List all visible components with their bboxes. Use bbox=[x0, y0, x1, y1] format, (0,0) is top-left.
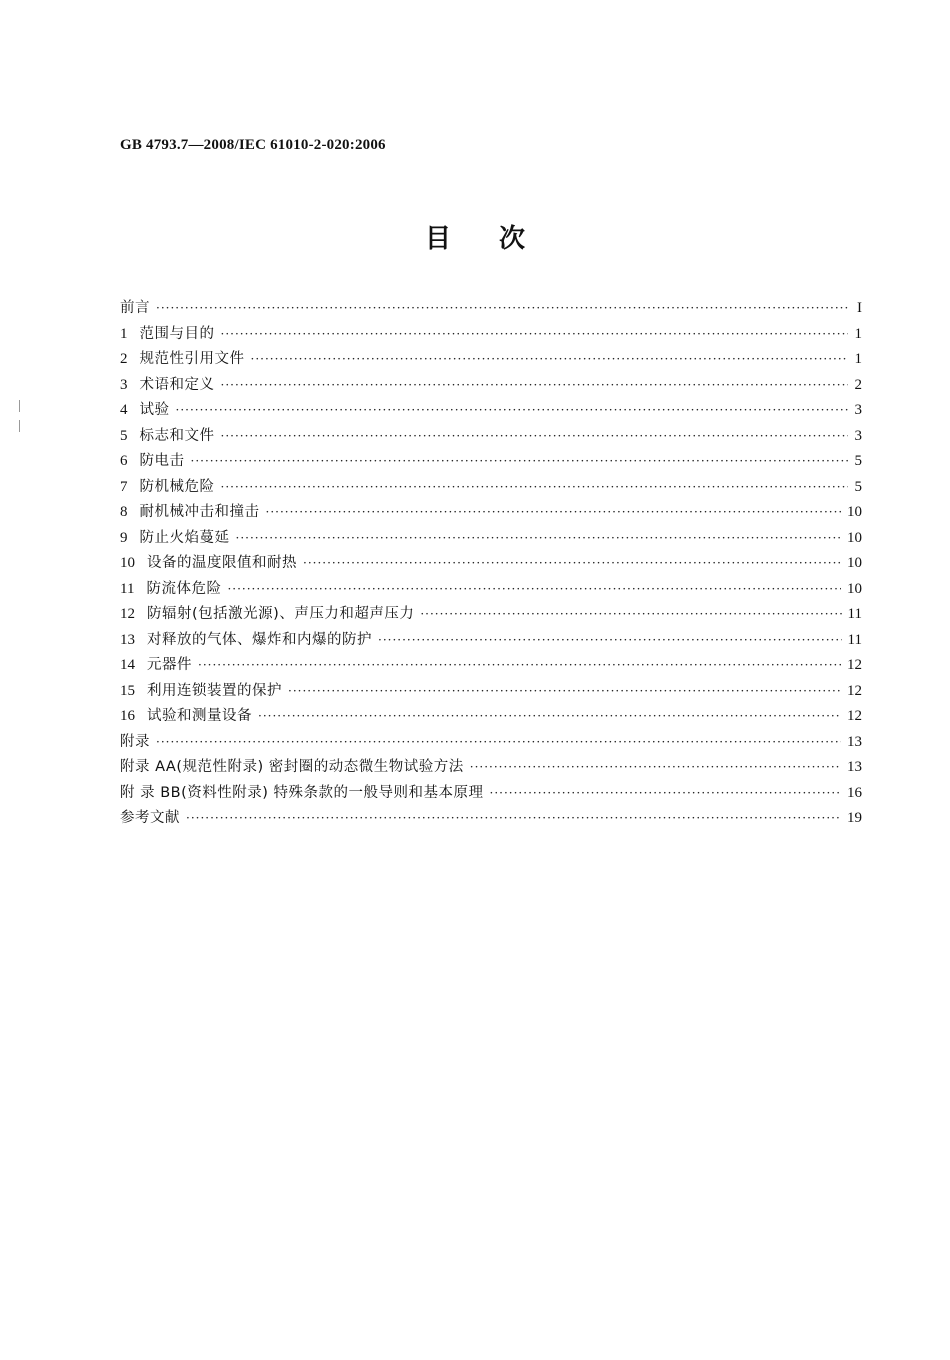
toc-entry[interactable] bbox=[120, 628, 862, 654]
toc-entry[interactable] bbox=[120, 755, 862, 781]
toc-entry-label: 防流体危险 bbox=[146, 580, 222, 597]
toc-entry-number: 2 bbox=[120, 351, 128, 367]
toc-entry-number: 9 bbox=[120, 529, 128, 546]
toc-dot-leader bbox=[251, 347, 849, 373]
toc-entry-label: 耐机械冲击和撞击 bbox=[139, 504, 260, 520]
toc-entry[interactable] bbox=[120, 551, 862, 577]
toc-entry-label: 设备的温度限值和耐热 bbox=[147, 555, 297, 571]
toc-dot-leader bbox=[490, 781, 841, 807]
toc-entry-label: 规范性引用文件 bbox=[139, 351, 245, 367]
toc-entry[interactable] bbox=[120, 398, 862, 424]
toc-entry[interactable] bbox=[120, 347, 862, 373]
toc-entry-number: 11 bbox=[120, 580, 135, 597]
page-title: 目次 bbox=[424, 224, 573, 254]
toc-entry-label: 参考文献 bbox=[120, 810, 180, 826]
toc-entry-number: 12 bbox=[120, 606, 135, 622]
toc-entry-label: 元器件 bbox=[147, 657, 192, 673]
toc-entry-number: 5 bbox=[120, 427, 128, 444]
toc-entry-page: 2 bbox=[854, 376, 862, 393]
toc-dot-leader bbox=[288, 679, 841, 705]
toc-entry-page: 10 bbox=[847, 555, 862, 571]
toc-dot-leader bbox=[198, 653, 841, 679]
toc-entry-page: 12 bbox=[847, 657, 862, 673]
toc-dot-leader bbox=[221, 322, 849, 348]
toc-dot-leader bbox=[420, 602, 841, 628]
toc-dot-leader bbox=[156, 296, 848, 322]
toc-dot-leader bbox=[303, 551, 841, 577]
toc-entry-label: 前言 bbox=[120, 300, 150, 316]
toc-dot-leader bbox=[227, 577, 841, 603]
toc-entry-label: 范围与目的 bbox=[139, 325, 215, 342]
toc-dot-leader bbox=[176, 398, 849, 424]
toc-entry-label: 附录 AA(规范性附录) 密封圈的动态微生物试验方法 bbox=[120, 759, 464, 775]
toc-entry[interactable] bbox=[120, 653, 862, 679]
toc-entry[interactable] bbox=[120, 781, 862, 807]
toc-entry-page: 3 bbox=[854, 427, 862, 444]
toc-entry-page: 12 bbox=[847, 708, 862, 724]
toc-entry[interactable] bbox=[120, 730, 862, 756]
toc-entry-label: 试验和测量设备 bbox=[147, 708, 252, 724]
toc-entry-page: 13 bbox=[847, 733, 862, 750]
toc-dot-leader bbox=[236, 526, 842, 552]
standard-code-header: GB 4793.7—2008/IEC 61010-2-020:2006 bbox=[120, 137, 386, 153]
toc-entry[interactable] bbox=[120, 475, 862, 501]
toc-entry[interactable] bbox=[120, 449, 862, 475]
toc-entry[interactable] bbox=[120, 526, 862, 552]
toc-entry-number: 8 bbox=[120, 504, 128, 520]
toc-entry-number: 6 bbox=[120, 453, 128, 469]
toc-entry-page: 19 bbox=[847, 810, 862, 826]
toc-dot-leader bbox=[186, 806, 841, 832]
toc-entry-number: 1 bbox=[120, 325, 128, 342]
toc-entry[interactable] bbox=[120, 296, 862, 322]
toc-entry-page: 3 bbox=[854, 402, 862, 418]
toc-entry[interactable] bbox=[120, 500, 862, 526]
toc-entry[interactable] bbox=[120, 322, 862, 348]
toc-entry[interactable] bbox=[120, 373, 862, 399]
table-of-contents bbox=[120, 296, 862, 832]
toc-entry-page: 1 bbox=[854, 325, 862, 342]
toc-entry-page: 11 bbox=[847, 631, 862, 648]
toc-entry-number: 4 bbox=[120, 402, 128, 418]
toc-entry-label: 对释放的气体、爆炸和内爆的防护 bbox=[147, 631, 372, 648]
toc-entry[interactable] bbox=[120, 704, 862, 730]
toc-entry-label: 防机械危险 bbox=[139, 478, 215, 495]
toc-entry-number: 10 bbox=[120, 555, 135, 571]
toc-entry-label: 防止火焰蔓延 bbox=[139, 529, 230, 546]
toc-entry-number: 14 bbox=[120, 657, 135, 673]
toc-entry-page: 5 bbox=[854, 478, 862, 495]
toc-entry-number: 15 bbox=[120, 682, 135, 699]
toc-entry-label: 附 录 BB(资料性附录) 特殊条款的一般导则和基本原理 bbox=[120, 784, 484, 801]
toc-dot-leader bbox=[258, 704, 841, 730]
toc-entry-page: I bbox=[857, 300, 862, 316]
margin-mark bbox=[19, 400, 20, 412]
toc-entry-label: 试验 bbox=[139, 402, 170, 418]
toc-entry-label: 附录 bbox=[120, 733, 150, 750]
toc-entry-page: 11 bbox=[847, 606, 862, 622]
toc-dot-leader bbox=[378, 628, 842, 654]
toc-entry-number: 13 bbox=[120, 631, 135, 648]
toc-entry-label: 术语和定义 bbox=[139, 376, 215, 393]
toc-dot-leader bbox=[470, 755, 841, 781]
toc-entry-label: 利用连锁装置的保护 bbox=[147, 682, 282, 699]
toc-entry-label: 标志和文件 bbox=[139, 427, 215, 444]
toc-entry[interactable] bbox=[120, 679, 862, 705]
toc-dot-leader bbox=[191, 449, 849, 475]
toc-entry-page: 1 bbox=[854, 351, 862, 367]
toc-entry-label: 防电击 bbox=[139, 453, 185, 469]
toc-entry-page: 13 bbox=[847, 759, 862, 775]
toc-entry[interactable] bbox=[120, 577, 862, 603]
toc-entry[interactable] bbox=[120, 424, 862, 450]
margin-mark bbox=[19, 420, 20, 432]
toc-entry-page: 12 bbox=[847, 682, 862, 699]
toc-entry[interactable] bbox=[120, 806, 862, 832]
toc-entry-page: 16 bbox=[847, 784, 862, 801]
toc-entry-number: 7 bbox=[120, 478, 128, 495]
toc-dot-leader bbox=[221, 373, 849, 399]
toc-dot-leader bbox=[156, 730, 841, 756]
toc-entry-page: 10 bbox=[847, 529, 862, 546]
toc-entry-page: 10 bbox=[847, 504, 862, 520]
toc-entry-label: 防辐射(包括激光源)、声压力和超声压力 bbox=[147, 606, 415, 622]
toc-entry-page: 10 bbox=[847, 580, 862, 597]
toc-dot-leader bbox=[221, 424, 849, 450]
toc-dot-leader bbox=[221, 475, 849, 501]
toc-entry-number: 3 bbox=[120, 376, 128, 393]
toc-entry-page: 5 bbox=[854, 453, 862, 469]
toc-dot-leader bbox=[266, 500, 842, 526]
toc-entry[interactable] bbox=[120, 602, 862, 628]
toc-entry-number: 16 bbox=[120, 708, 135, 724]
